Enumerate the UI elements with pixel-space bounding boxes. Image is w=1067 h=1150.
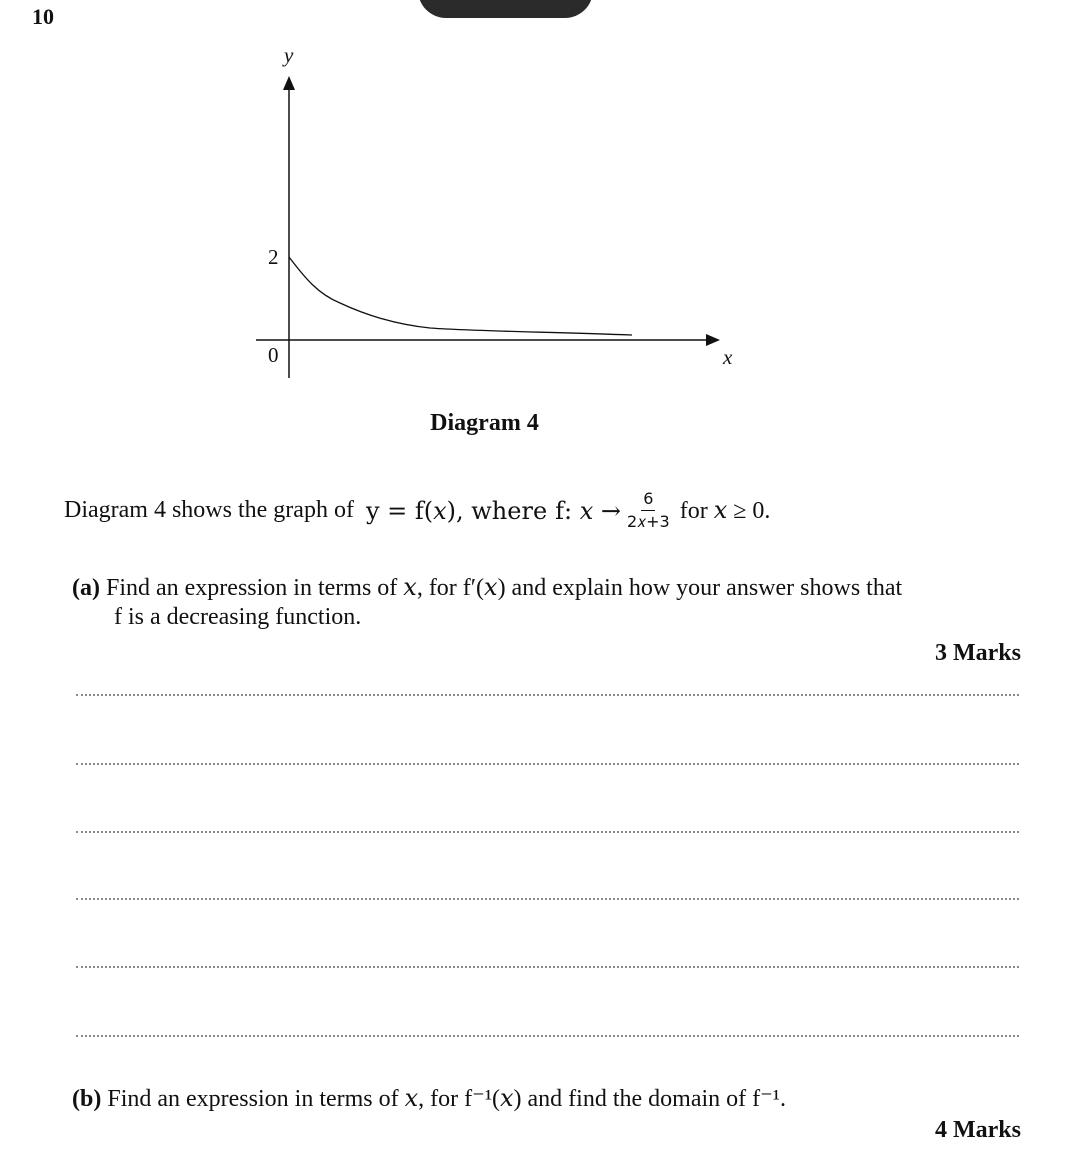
answer-line[interactable] <box>76 1035 1019 1037</box>
y-axis-label: y <box>284 43 294 67</box>
answer-line[interactable] <box>76 898 1019 900</box>
stem-mapping: f: 𝑥 → <box>555 496 622 525</box>
x-axis-label: x <box>723 345 733 369</box>
question-number: 10 <box>32 4 54 29</box>
stem-equation: y = f(𝑥), where <box>365 496 548 525</box>
part-b-marks: 4 Marks <box>935 1117 1021 1143</box>
part-b-label: (b) <box>72 1086 102 1112</box>
answer-line[interactable] <box>76 831 1019 833</box>
fraction <box>627 488 670 533</box>
answer-line[interactable] <box>76 763 1019 765</box>
stem-condition: for 𝑥 ≥ 0. <box>679 498 771 524</box>
curve-line <box>289 257 632 335</box>
part-a-line2: f is a decreasing function. <box>114 604 362 630</box>
y-intercept-label: 2 <box>268 245 279 269</box>
part-a <box>72 573 1032 631</box>
fraction-numerator: 6 <box>641 488 655 511</box>
origin-label: 0 <box>268 343 279 367</box>
y-axis-arrow <box>283 76 295 90</box>
part-a-marks: 3 Marks <box>935 640 1021 666</box>
part-b-text: Find an expression in terms of 𝑥, for f⁻¹(𝑥) and find the domain of f⁻¹. <box>107 1086 786 1112</box>
question-stem <box>64 488 770 533</box>
part-a-line1: Find an expression in terms of 𝑥, for f′(𝑥) and explain how your answer shows that <box>105 575 903 601</box>
answer-line[interactable] <box>76 694 1019 696</box>
part-a-label: (a) <box>72 575 100 601</box>
diagram-caption: Diagram 4 <box>430 410 539 436</box>
fraction-denominator: 2𝑥+3 <box>627 512 670 531</box>
answer-line[interactable] <box>76 966 1019 968</box>
x-axis-arrow <box>706 334 720 346</box>
part-b <box>72 1084 786 1113</box>
function-graph <box>0 0 1067 400</box>
stem-text: Diagram 4 shows the graph of <box>64 497 354 523</box>
